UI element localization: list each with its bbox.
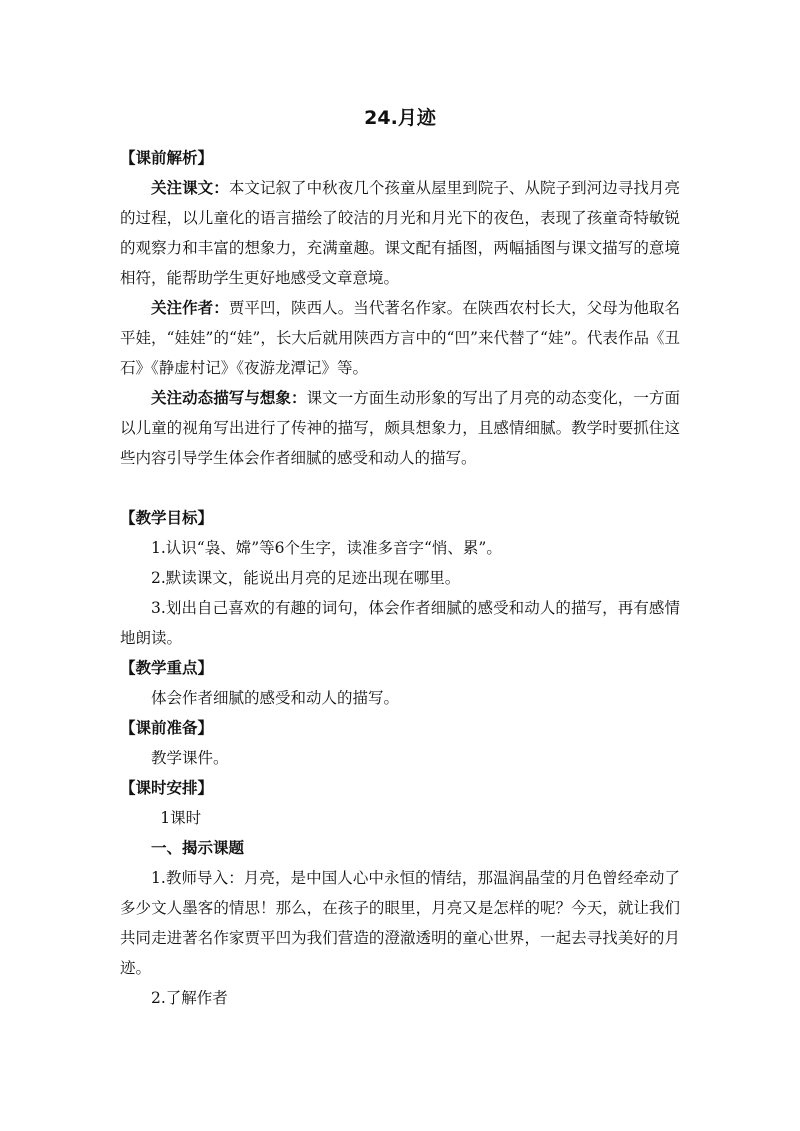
paragraph-text: 课文一方面生动形象的写出了月亮的动态变化，一方面以儿童的视角写出进行了传神的描写，颇具想象力，且感情细腻。教学时要抓住这些内容引导学生体会作者细腻的感受和动人的描写。: [120, 389, 680, 467]
paragraph-text: 本文记叙了中秋夜几个孩童从屋里到院子、从院子到河边寻找月亮的过程，以儿童化的语言描绘了皎洁的月光和月光下的夜色，表现了孩童奇特敏锐的观察力和丰富的想象力，充满童趣。课文配有插图，两幅插图与课文描写的意境相符，能帮助学生更好地感受文章意境。: [120, 179, 680, 287]
section-heading-schedule: 【课时安排】: [120, 779, 214, 797]
goal-item: 2.默读课文，能说出月亮的足迹出现在哪里。: [151, 569, 461, 587]
goal-item: 1.认识“袅、嫦”等6个生字，读准多音字“悄、累”。: [151, 539, 502, 557]
document-body: [120, 143, 680, 1013]
paragraph-focus-text: [120, 173, 680, 293]
goal-item: 3.划出自己喜欢的有趣的词句，体会作者细腻的感受和动人的描写，再有感情地朗读。: [120, 599, 680, 647]
paragraph-focus-description: [120, 383, 680, 473]
lesson-step-item: 2.了解作者: [151, 989, 228, 1007]
section-heading-preparation: 【课前准备】: [120, 719, 214, 737]
lesson-step-item: 1.教师导入：月亮，是中国人心中永恒的情结，那温润晶莹的月色曾经牵动了多少文人墨客的情思！那么，在孩子的眼里，月亮又是怎样的呢？今天，就让我们共同走进著名作家贾平凹为我们营造的澄澈透明的童心世界，一起去寻找美好的月迹。: [120, 869, 680, 977]
paragraph-label: 关注作者：: [151, 299, 229, 317]
paragraph-text: 贾平凹，陕西人。当代著名作家。在陕西农村长大，父母为他取名平娃，“娃娃”的“娃”，长大后就用陕西方言中的“凹”来代替了“娃”。代表作品《丑石》《静虚村记》《夜游龙潭记》等。: [120, 299, 680, 377]
section-heading-reveal-topic: 一、揭示课题: [151, 839, 245, 857]
paragraph-label: 关注动态描写与想象：: [151, 389, 307, 407]
schedule-text: 1课时: [160, 809, 202, 827]
spacer: [120, 473, 680, 503]
section-heading-key-points: 【教学重点】: [120, 659, 214, 677]
paragraph-focus-author: [120, 293, 680, 383]
document-title: 24.月迹: [364, 107, 436, 129]
section-heading-goals: 【教学目标】: [120, 509, 214, 527]
section-heading-pre-analysis: 【课前解析】: [120, 149, 214, 167]
paragraph-label: 关注课文：: [151, 179, 229, 197]
preparation-text: 教学课件。: [151, 749, 229, 767]
key-points-text: 体会作者细腻的感受和动人的描写。: [151, 689, 400, 707]
